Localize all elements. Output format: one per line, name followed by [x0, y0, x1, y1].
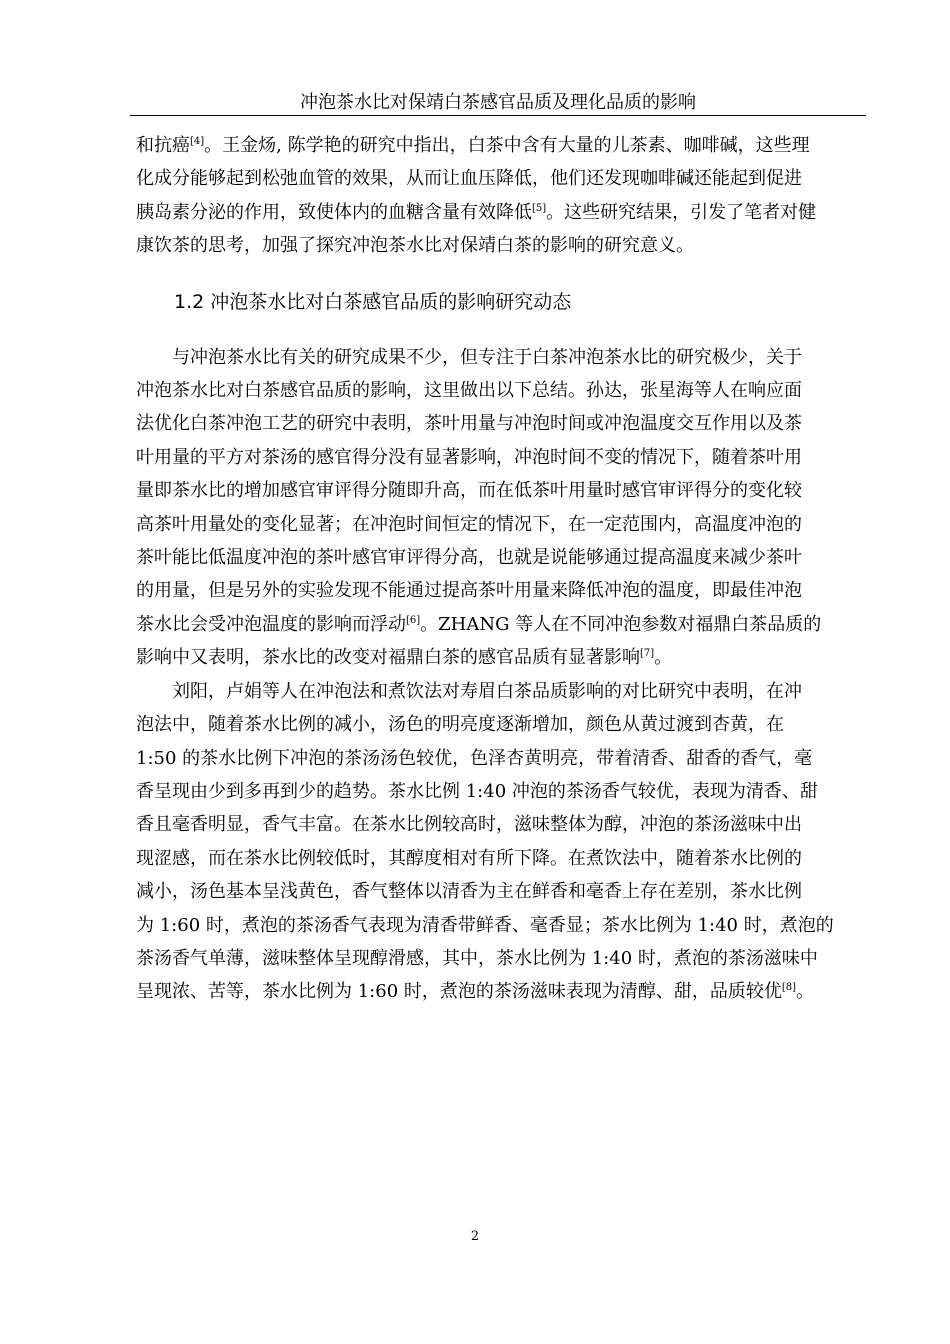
text-line: 减小，汤色基本呈浅黄色，香气整体以清香为主在鲜香和毫香上存在差别，茶水比例: [136, 881, 802, 903]
text-line: 现涩感，而在茶水比例较低时，其醇度相对有所下降。在煮饮法中，随着茶水比例的: [136, 847, 802, 869]
section-heading: 1.2 冲泡茶水比对白茶感官品质的影响研究动态: [174, 290, 572, 313]
text-line: 的用量，但是另外的实验发现不能通过提高茶叶用量来降低冲泡的温度，即最佳冲泡: [136, 580, 802, 602]
text-line: 法优化白茶冲泡工艺的研究中表明，茶叶用量与冲泡时间或冲泡温度交互作用以及茶: [136, 413, 802, 435]
text-line: 呈现浓、苦等，茶水比例为 1:60 时，煮泡的茶汤滋味表现为清醇、甜，品质较优[8]。: [136, 981, 815, 1003]
text-line: 和抗癌[4]。王金炀, 陈学艳的研究中指出，白茶中含有大量的儿茶素、咖啡碱，这些理: [136, 135, 810, 156]
text-line: 叶用量的平方对茶汤的感官得分没有显著影响，冲泡时间不变的情况下，随着茶叶用: [136, 446, 802, 468]
page-number: 2: [470, 1229, 480, 1244]
text-line: 与冲泡茶水比有关的研究成果不少，但专注于白茶冲泡茶水比的研究极少，关于: [172, 346, 802, 368]
paragraph-health-benefits: [136, 129, 860, 263]
citation-ref[interactable]: [4]: [190, 136, 205, 147]
text-line: 1:50 的茶水比例下冲泡的茶汤汤色较优，色泽杏黄明亮，带着清香、甜香的香气，毫: [136, 747, 813, 769]
text-line: 胰岛素分泌的作用，致使体内的血糖含量有效降低[5]。这些研究结果，引发了笔者对健: [136, 201, 817, 223]
citation-ref[interactable]: [8]: [781, 982, 797, 994]
text-line: 茶水比会受冲泡温度的影响而浮动[6]。ZHANG 等人在不同冲泡参数对福鼎白茶品质的: [136, 613, 822, 635]
text-line: 刘阳，卢娟等人在冲泡法和煮饮法对寿眉白茶品质影响的对比研究中表明，在冲: [172, 680, 802, 702]
text-line: 茶叶能比低温度冲泡的茶叶感官审评得分高，也就是说能够通过提高温度来减少茶叶: [136, 547, 802, 569]
paragraph-sensory-research: [136, 341, 860, 675]
text-line: 高茶叶用量处的变化显著；在冲泡时间恒定的情况下，在一定范围内，高温度冲泡的: [136, 513, 802, 535]
text-line: 冲泡茶水比对白茶感官品质的影响，这里做出以下总结。孙达，张星海等人在响应面: [136, 380, 802, 402]
text-line: 化成分能够起到松弛血管的效果，从而让血压降低，他们还发现咖啡碱还能起到促进: [136, 168, 802, 190]
text-line: 茶汤香气单薄，滋味整体呈现醇滑感，其中，茶水比例为 1:40 时，煮泡的茶汤滋味中: [136, 947, 818, 969]
running-header: [130, 90, 866, 116]
paragraph-brewing-comparison: [136, 675, 860, 1009]
text-line: 影响中又表明，茶水比的改变对福鼎白茶的感官品质有显著影响[7]。: [136, 647, 673, 669]
text-line: 康饮茶的思考，加强了探究冲泡茶水比对保靖白茶的影响的研究意义。: [136, 235, 694, 257]
page-body: [136, 129, 860, 1009]
text-line: 香呈现由少到多再到少的趋势。茶水比例 1:40 冲泡的茶汤香气较优，表现为清香、甜: [136, 780, 818, 802]
citation-ref[interactable]: [7]: [640, 648, 655, 660]
text-line: 香且毫香明显，香气丰富。在茶水比例较高时，滋味整体为醇，冲泡的茶汤滋味中出: [136, 814, 802, 836]
citation-ref[interactable]: [6]: [406, 614, 421, 626]
citation-ref[interactable]: [5]: [532, 202, 547, 214]
header-title: 冲泡茶水比对保靖白茶感官品质及理化品质的影响: [300, 92, 696, 113]
text-line: 量即茶水比的增加感官审评得分随即升高，而在低茶叶用量时感官审评得分的变化较: [136, 480, 802, 502]
text-line: 泡法中，随着茶水比例的减小，汤色的明亮度逐渐增加，颜色从黄过渡到杏黄，在: [136, 714, 784, 736]
text-line: 为 1:60 时，煮泡的茶汤香气表现为清香带鲜香、毫香显；茶水比例为 1:40 时，煮泡的: [136, 914, 834, 936]
page-footer: [0, 1229, 950, 1245]
